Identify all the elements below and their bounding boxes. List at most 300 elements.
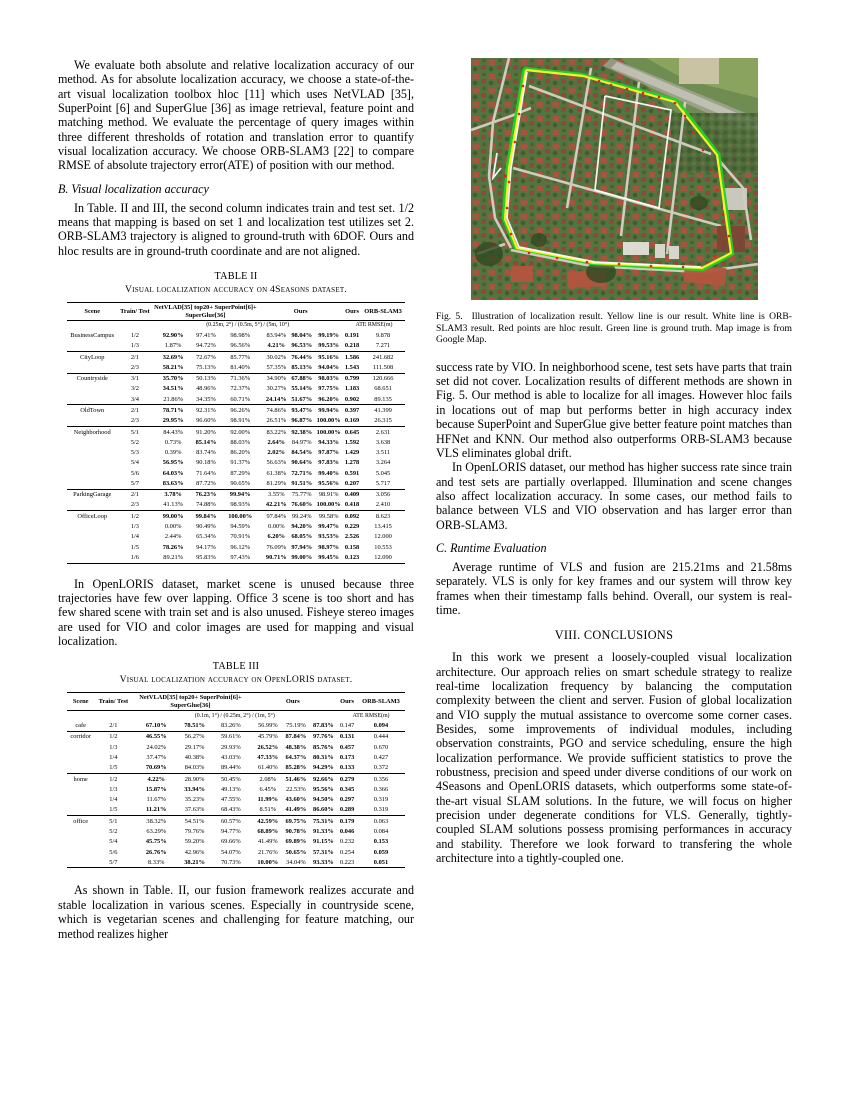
cell-scene: BusinessCampus — [70, 331, 115, 339]
cell-ours-1: 42.59% — [249, 816, 283, 827]
cell-baseline-1: 4.22% — [132, 773, 176, 784]
table2-units-blank2 — [117, 320, 152, 330]
cell-ours-ate: 0.229 — [344, 523, 360, 531]
table-row — [67, 816, 405, 827]
table3-units-blank2 — [94, 710, 132, 720]
cell-ours-2: 97.94% — [291, 543, 313, 551]
cell-ours-ate: 0.191 — [344, 331, 360, 339]
cell-baseline-3: 72.37% — [230, 385, 251, 393]
table2-th-baseline: NetVLAD[35] top20+ SuperPoint[6]+ SuperGlue[36] — [154, 303, 257, 319]
cell-ours-2: 87.84% — [282, 731, 310, 742]
cell-ours-3: 100.00% — [316, 501, 341, 509]
cell-ours-ate: 2.526 — [344, 533, 360, 541]
cell-ours-2: 50.65% — [285, 848, 307, 856]
cell-ours-2: 75.19% — [286, 722, 306, 730]
cell-train-test: 1/5 — [109, 806, 118, 814]
cell-orb-slam3: 12.090 — [361, 552, 405, 563]
table-row — [67, 752, 405, 762]
cell-train-test: 1/5 — [130, 543, 139, 551]
cell-scene — [67, 521, 117, 531]
cell-ours-3: 98.91% — [314, 489, 343, 500]
cell-baseline-1: 70.69% — [145, 764, 167, 772]
aerial-map-svg — [471, 58, 758, 300]
table3-th-orb: ORB-SLAM3 — [357, 693, 405, 711]
cell-ours-2: 22.53% — [286, 785, 306, 793]
cell-baseline-1: 1.87% — [164, 342, 182, 350]
cell-ours-ate: 0.409 — [343, 489, 361, 500]
cell-ours-2: 90.64% — [291, 459, 313, 467]
table3-th-baseline: NetVLAD[35] top20+ SuperPoint[6]+ SuperGlue[36] — [132, 693, 248, 711]
cell-orb-slam3: 12.000 — [374, 533, 392, 541]
cell-ours-1: 26.51% — [266, 417, 287, 425]
cell-scene — [67, 478, 117, 489]
cell-ours-ate: 1.592 — [344, 438, 360, 446]
cell-baseline-2: 83.74% — [196, 449, 216, 457]
cell-ours-ate: 0.418 — [344, 501, 360, 509]
cell-baseline-1: 0.39% — [164, 449, 182, 457]
cell-ours-3: 85.76% — [313, 743, 334, 751]
cell-baseline-3: 94.59% — [230, 523, 251, 531]
cell-baseline-2: 65.34% — [196, 533, 216, 541]
cell-train-test: 2/1 — [117, 489, 152, 500]
cell-ours-ate: 0.223 — [337, 857, 357, 868]
cell-baseline-3: 43.03% — [220, 753, 241, 761]
cell-train-test: 2/3 — [130, 501, 139, 509]
table-row — [67, 731, 405, 742]
cell-scene: cafe — [75, 722, 86, 730]
cell-train-test: 1/6 — [117, 552, 152, 563]
table-row — [67, 500, 405, 511]
cell-baseline-2: 40.38% — [184, 753, 205, 761]
cell-baseline-1: 83.63% — [162, 479, 184, 487]
cell-orb-slam3: 3.264 — [375, 459, 391, 467]
cell-ours-1: 8.51% — [259, 806, 277, 814]
table-row — [67, 478, 405, 489]
cell-baseline-3: 70.73% — [213, 857, 248, 868]
figure-5-aerial-map-image — [471, 58, 758, 300]
cell-ours-2: 69.75% — [282, 816, 310, 827]
table-row — [67, 362, 405, 373]
cell-baseline-2: 29.17% — [184, 743, 205, 751]
cell-ours-3: 96.20% — [318, 395, 340, 403]
cell-baseline-1: 34.51% — [162, 385, 184, 393]
cell-baseline-1: 3.78% — [152, 489, 190, 500]
cell-train-test: 1/3 — [130, 523, 139, 531]
cell-baseline-2: 71.64% — [196, 469, 216, 477]
cell-ours-ate: 0.591 — [344, 469, 360, 477]
cell-baseline-3: 59.61% — [213, 731, 248, 742]
table-row — [67, 511, 405, 522]
cell-scene: OldTown — [67, 405, 117, 416]
cell-ours-3: 93.33% — [310, 857, 338, 868]
cell-ours-2: 85.28% — [285, 764, 307, 772]
cell-baseline-2: 78.51% — [184, 722, 205, 730]
cell-baseline-3: 92.00% — [222, 426, 258, 437]
table2-caption: Visual localization accuracy on 4Seasons dataset. — [124, 284, 348, 296]
cell-ours-2: 43.60% — [285, 796, 307, 804]
cell-scene: Countryside — [67, 373, 117, 384]
table-row — [67, 394, 405, 405]
cell-scene — [67, 437, 117, 447]
cell-baseline-1: 56.95% — [162, 459, 184, 467]
cell-scene — [67, 795, 94, 805]
cell-ours-3: 100.00% — [314, 426, 343, 437]
table-row — [67, 447, 405, 457]
cell-train-test: 3/2 — [130, 385, 139, 393]
cell-ours-1: 2.02% — [267, 449, 286, 457]
cell-baseline-2: 35.23% — [184, 796, 205, 804]
cell-baseline-1: 58.21% — [162, 363, 184, 371]
cell-orb-slam3: 41.399 — [361, 405, 405, 416]
cell-scene — [67, 394, 117, 405]
cell-ours-3: 75.31% — [310, 816, 338, 827]
cell-scene: ParkingGarage — [67, 489, 117, 500]
figure-5-caption-text: Illustration of localization result. Yellow line is our result. White line is ORB-SLAM3 result. Red points are hloc result. Green line is ground truth. Map image is from Google Map. — [436, 311, 792, 346]
cell-ours-1: 81.29% — [266, 479, 287, 487]
cell-ours-ate: 0.397 — [343, 405, 361, 416]
table-row — [67, 795, 405, 805]
cell-ours-2: 67.88% — [289, 373, 314, 384]
cell-ours-2: 94.20% — [291, 523, 313, 531]
cell-ours-1: 83.94% — [266, 331, 287, 339]
heading-conclusions: VIII. CONCLUSIONS — [554, 628, 674, 643]
cell-ours-1: 97.84% — [258, 511, 289, 522]
cell-scene — [67, 384, 117, 394]
table3-body — [67, 721, 405, 868]
cell-baseline-3: 90.65% — [230, 479, 251, 487]
paragraph-conclusions: In this work we present a loosely-coupled visual localization architecture. Our approach relies on smart schedule strategy to realize real-time localization frequency by balancing the computation complexity between the client and server. Fusion of global localization and VIO supply the mutual assistance to overcome some corner cases. Besides, some improvements of individual modules, including observation constraints, PGO and service scheduling, ensure the high localization performance. We provide sufficient statistics to prove the robustness, precision and speed under diverse conditions of our work on 4Seasons and OpenLORIS datasets, which outperforms some state-of-the-art visual SLAM solutions. In the future, we will focus on higher precision under degenerate conditions for VLS. Generally, tightly-coupled SLAM solutions possess promising performances in accuracy and stability. Therefore we look forward to transfering the whole architecture into a tightly-coupled one. — [436, 650, 792, 866]
table2-header-row — [67, 303, 405, 321]
cell-baseline-2: 75.13% — [196, 363, 216, 371]
cell-ours-3: 98.03% — [314, 373, 343, 384]
cell-baseline-3: 29.93% — [220, 743, 241, 751]
cell-ours-2: 99.00% — [289, 552, 314, 563]
cell-baseline-1: 37.47% — [146, 753, 167, 761]
cell-ours-1: 41.49% — [257, 838, 278, 846]
cell-baseline-1: 89.21% — [152, 552, 190, 563]
paragraph-openloris-dataset-notes: In OpenLORIS dataset, market scene is unused because three trajectories have few over lapping. Office 3 scene is too short and has few shared scene with train set and is also unused. Fisheye stereo images are used for VIO and color images are used for mapping and visual localization. — [58, 576, 414, 648]
cell-ours-3: 99.40% — [318, 469, 340, 477]
cell-ours-3: 93.53% — [318, 533, 340, 541]
cell-train-test: 5/2 — [109, 827, 118, 835]
figure-5-label: Fig. 5. — [436, 311, 463, 322]
table3-units-row — [67, 710, 405, 720]
cell-ours-ate: 1.278 — [344, 459, 360, 467]
left-column — [58, 58, 414, 1060]
cell-ours-2: 72.71% — [291, 469, 313, 477]
cell-ours-ate: 0.169 — [344, 417, 360, 425]
cell-baseline-2: 91.20% — [190, 426, 222, 437]
cell-baseline-3: 54.07% — [220, 848, 241, 856]
cell-baseline-2: 94.72% — [196, 342, 216, 350]
table3-openloris — [67, 692, 405, 868]
cell-baseline-3: 96.12% — [230, 543, 251, 551]
cell-orb-slam3: 5.717 — [375, 479, 391, 487]
cell-baseline-3: 99.94% — [222, 489, 258, 500]
cell-baseline-2: 84.03% — [184, 764, 205, 772]
cell-train-test: 2/3 — [130, 417, 139, 425]
cell-train-test: 1/3 — [109, 785, 118, 793]
paragraph-runtime: Average runtime of VLS and fusion are 215.21ms and 21.58ms separately. VLS is only for key frames and our system will throw key frames when their timestamp falls behind. Overall, our system is real-time. — [436, 559, 792, 617]
two-column-layout — [58, 58, 792, 1060]
cell-ours-3: 94.33% — [318, 438, 340, 446]
cell-baseline-1: 21.86% — [163, 395, 183, 403]
cell-baseline-2: 34.35% — [196, 395, 216, 403]
cell-ours-1: 24.14% — [265, 395, 287, 403]
cell-ours-ate: 0.902 — [344, 395, 360, 403]
table-row — [67, 373, 405, 384]
cell-scene — [67, 468, 117, 478]
cell-orb-slam3: 26.315 — [374, 417, 392, 425]
table2-th-scene: Scene — [67, 303, 117, 321]
cell-orb-slam3: 0.356 — [357, 773, 405, 784]
cell-train-test: 5/2 — [130, 438, 139, 446]
cell-baseline-1: 0.00% — [164, 523, 182, 531]
cell-ours-3: 87.83% — [313, 722, 334, 730]
cell-ours-ate: 1.543 — [344, 363, 360, 371]
cell-baseline-3: 98.98% — [230, 331, 251, 339]
cell-baseline-3: 89.44% — [220, 764, 241, 772]
cell-train-test: 1/2 — [130, 331, 139, 339]
cell-scene: office — [67, 816, 94, 827]
cell-ours-3: 99.19% — [318, 331, 340, 339]
cell-orb-slam3: 0.319 — [373, 796, 389, 804]
cell-ours-1: 26.52% — [257, 743, 279, 751]
cell-orb-slam3: 13.415 — [374, 523, 392, 531]
table-row — [67, 542, 405, 552]
cell-baseline-3: 83.26% — [220, 722, 241, 730]
cell-ours-3: 94.29% — [313, 764, 334, 772]
cell-orb-slam3: 8.623 — [361, 511, 405, 522]
cell-ours-1: 45.79% — [249, 731, 283, 742]
cell-ours-2: 96.53% — [291, 342, 313, 350]
cell-baseline-1: 24.02% — [146, 743, 167, 751]
cell-ours-1: 56.63% — [266, 459, 287, 467]
table3-th-ours: Ours — [249, 693, 338, 711]
cell-ours-1: 2.64% — [267, 438, 286, 446]
cell-orb-slam3: 0.094 — [373, 722, 389, 730]
table2-body — [67, 330, 405, 563]
cell-ours-3: 92.66% — [310, 773, 338, 784]
table3-th-traintest: Train/ Test — [94, 693, 132, 711]
table-row — [67, 521, 405, 531]
cell-ours-1: 2.08% — [249, 773, 283, 784]
cell-orb-slam3: 0.319 — [373, 806, 389, 814]
table2-units-thresholds: (0.25m, 2°) / (0.5m, 5°) / (5m, 10°) — [152, 320, 343, 330]
cell-ours-2: 93.47% — [289, 405, 314, 416]
cell-scene: CityLoop — [67, 351, 117, 362]
cell-baseline-2: 97.41% — [196, 331, 216, 339]
cell-baseline-3: 70.91% — [230, 533, 251, 541]
table3-caption: Visual localization accuracy on OpenLORIS dataset. — [119, 674, 353, 686]
cell-train-test: 3/4 — [130, 395, 139, 403]
cell-scene — [67, 763, 94, 774]
cell-train-test: 5/6 — [109, 848, 118, 856]
cell-baseline-1: 92.90% — [162, 331, 184, 339]
cell-baseline-3: 86.20% — [230, 449, 251, 457]
cell-baseline-3: 71.36% — [222, 373, 258, 384]
table3-header-row — [67, 693, 405, 711]
table-row — [67, 489, 405, 500]
table-row — [67, 437, 405, 447]
cell-baseline-3: 47.55% — [220, 796, 241, 804]
cell-baseline-3: 98.91% — [230, 417, 251, 425]
cell-baseline-3: 49.13% — [220, 785, 241, 793]
table-row — [67, 468, 405, 478]
cell-train-test: 1/5 — [109, 764, 118, 772]
table-row — [67, 826, 405, 836]
table2-th-ours: Ours — [258, 303, 343, 321]
cell-baseline-2: 87.72% — [196, 479, 216, 487]
cell-baseline-2: 59.20% — [184, 838, 205, 846]
cell-train-test: 3/1 — [117, 373, 152, 384]
table2-units-row — [67, 320, 405, 330]
cell-orb-slam3: 0.059 — [373, 848, 389, 856]
cell-orb-slam3: 120.666 — [361, 373, 405, 384]
cell-train-test: 1/2 — [117, 511, 152, 522]
cell-ours-1: 76.09% — [266, 543, 287, 551]
cell-ours-1: 74.86% — [258, 405, 289, 416]
cell-baseline-1: 45.75% — [145, 838, 167, 846]
cell-scene — [67, 500, 117, 511]
cell-scene — [67, 458, 117, 468]
cell-baseline-3: 60.71% — [230, 395, 251, 403]
cell-orb-slam3: 111.508 — [372, 363, 394, 371]
cell-ours-3: 57.31% — [313, 848, 334, 856]
cell-ours-1: 68.89% — [257, 827, 279, 835]
cell-ours-1: 10.00% — [249, 857, 283, 868]
cell-baseline-2: 54.51% — [176, 816, 213, 827]
cell-train-test: 1/4 — [109, 796, 118, 804]
cell-ours-ate: 0.133 — [339, 764, 355, 772]
cell-ours-2: 99.24% — [289, 511, 314, 522]
cell-orb-slam3: 3.511 — [375, 449, 391, 457]
cell-train-test: 1/3 — [109, 743, 118, 751]
paragraph-evaluation-intro: We evaluate both absolute and relative localization accuracy of our method. As for absolute localization accuracy, we choose a state-of-the-art visual localization toolbox hloc [11] which uses NetVLAD [35], SuperPoint [6] and SuperGlue [36] as image retrieval, feature point and matching method. We evaluate the percentage of query images within three different thresholds of rotation and translation error to quantify visual localization accuracy. We choose ORB-SLAM3 [22] to compare RMSE of absolute trajectory error(ATE) of position with our method. — [58, 58, 414, 173]
cell-baseline-2: 33.94% — [184, 785, 205, 793]
cell-ours-1: 6.20% — [267, 533, 286, 541]
cell-baseline-3: 85.77% — [222, 351, 258, 362]
cell-ours-1: 42.21% — [265, 501, 287, 509]
cell-baseline-1: 38.32% — [132, 816, 176, 827]
cell-ours-3: 99.58% — [314, 511, 343, 522]
cell-orb-slam3: 0.444 — [357, 731, 405, 742]
cell-train-test: 1/2 — [94, 731, 132, 742]
cell-ours-2: 68.05% — [291, 533, 313, 541]
cell-baseline-3: 91.37% — [230, 459, 251, 467]
cell-ours-ate: 0.092 — [343, 511, 361, 522]
cell-ours-2: 84.97% — [291, 438, 312, 446]
cell-train-test: 1/3 — [130, 342, 139, 350]
cell-orb-slam3: 0.084 — [373, 827, 389, 835]
cell-orb-slam3: 0.670 — [373, 743, 389, 751]
cell-scene — [67, 447, 117, 457]
cell-ours-ate: 0.123 — [343, 552, 361, 563]
cell-baseline-2: 72.67% — [190, 351, 222, 362]
cell-ours-ate: 0.147 — [339, 722, 355, 730]
cell-ours-3: 98.97% — [318, 543, 340, 551]
cell-scene — [67, 752, 94, 762]
cell-ours-3: 97.83% — [318, 459, 340, 467]
cell-ours-2: 51.67% — [291, 395, 313, 403]
cell-scene — [67, 847, 94, 857]
cell-train-test: 2/3 — [130, 363, 139, 371]
cell-ours-2: 90.78% — [285, 827, 307, 835]
cell-baseline-1: 46.55% — [132, 731, 176, 742]
cell-baseline-1: 2.44% — [164, 533, 182, 541]
table-row — [67, 416, 405, 427]
cell-orb-slam3: 0.372 — [373, 764, 389, 772]
cell-ours-1: 6.45% — [259, 785, 277, 793]
cell-orb-slam3: 9.878 — [375, 331, 391, 339]
cell-orb-slam3: 3.056 — [361, 489, 405, 500]
cell-scene — [67, 416, 117, 427]
cell-train-test: 5/1 — [94, 816, 132, 827]
cell-baseline-2: 50.13% — [190, 373, 222, 384]
cell-ours-ate: 0.218 — [344, 342, 360, 350]
cell-baseline-2: 92.31% — [190, 405, 222, 416]
cell-ours-1: 30.02% — [258, 351, 289, 362]
cell-ours-ate: 1.586 — [343, 351, 361, 362]
cell-ours-1: 3.55% — [258, 489, 289, 500]
table-row — [67, 341, 405, 352]
cell-baseline-3: 100.00% — [222, 511, 258, 522]
cell-ours-2: 76.60% — [291, 501, 313, 509]
table-row — [67, 405, 405, 416]
cell-ours-ate: 0.158 — [344, 543, 360, 551]
cell-ours-1: 30.27% — [266, 385, 287, 393]
cell-scene — [67, 532, 117, 542]
cell-ours-ate: 0.207 — [344, 479, 360, 487]
figure-5-caption — [436, 311, 792, 346]
cell-orb-slam3: 5.045 — [375, 469, 391, 477]
figure-5 — [436, 58, 792, 346]
cell-ours-3: 94.04% — [318, 363, 340, 371]
cell-baseline-3: 96.26% — [222, 405, 258, 416]
cell-baseline-1: 11.67% — [146, 796, 166, 804]
table2-head — [67, 303, 405, 331]
cell-baseline-2: 38.21% — [176, 857, 213, 868]
table-row — [67, 805, 405, 816]
cell-orb-slam3: 10.553 — [374, 543, 392, 551]
cell-baseline-3: 50.45% — [213, 773, 248, 784]
cell-ours-1: 34.90% — [258, 373, 289, 384]
cell-ours-ate: 1.183 — [344, 385, 360, 393]
cell-ours-3: 94.50% — [313, 796, 334, 804]
table-row — [67, 784, 405, 794]
cell-baseline-3: 68.43% — [220, 806, 241, 814]
cell-scene — [67, 837, 94, 847]
cell-ours-3: 99.45% — [314, 552, 343, 563]
cell-ours-2: 34.04% — [282, 857, 310, 868]
cell-ours-1: 4.21% — [267, 342, 286, 350]
cell-ours-3: 91.15% — [313, 838, 334, 846]
cell-ours-ate: 0.232 — [339, 838, 355, 846]
cell-train-test: 5/7 — [130, 479, 139, 487]
cell-scene — [67, 552, 117, 563]
table3-th-ours-ate: Ours — [337, 693, 357, 711]
cell-orb-slam3: 68.651 — [374, 385, 392, 393]
cell-baseline-2: 42.96% — [184, 848, 205, 856]
cell-ours-1: 83.22% — [258, 426, 289, 437]
cell-baseline-2: 74.88% — [196, 501, 216, 509]
cell-ours-2: 55.14% — [291, 385, 313, 393]
cell-ours-3: 95.16% — [314, 351, 343, 362]
cell-ours-3: 86.60% — [313, 806, 334, 814]
cell-train-test: 2/1 — [117, 405, 152, 416]
cell-ours-ate: 0.457 — [339, 743, 355, 751]
cell-ours-3: 80.31% — [313, 753, 334, 761]
